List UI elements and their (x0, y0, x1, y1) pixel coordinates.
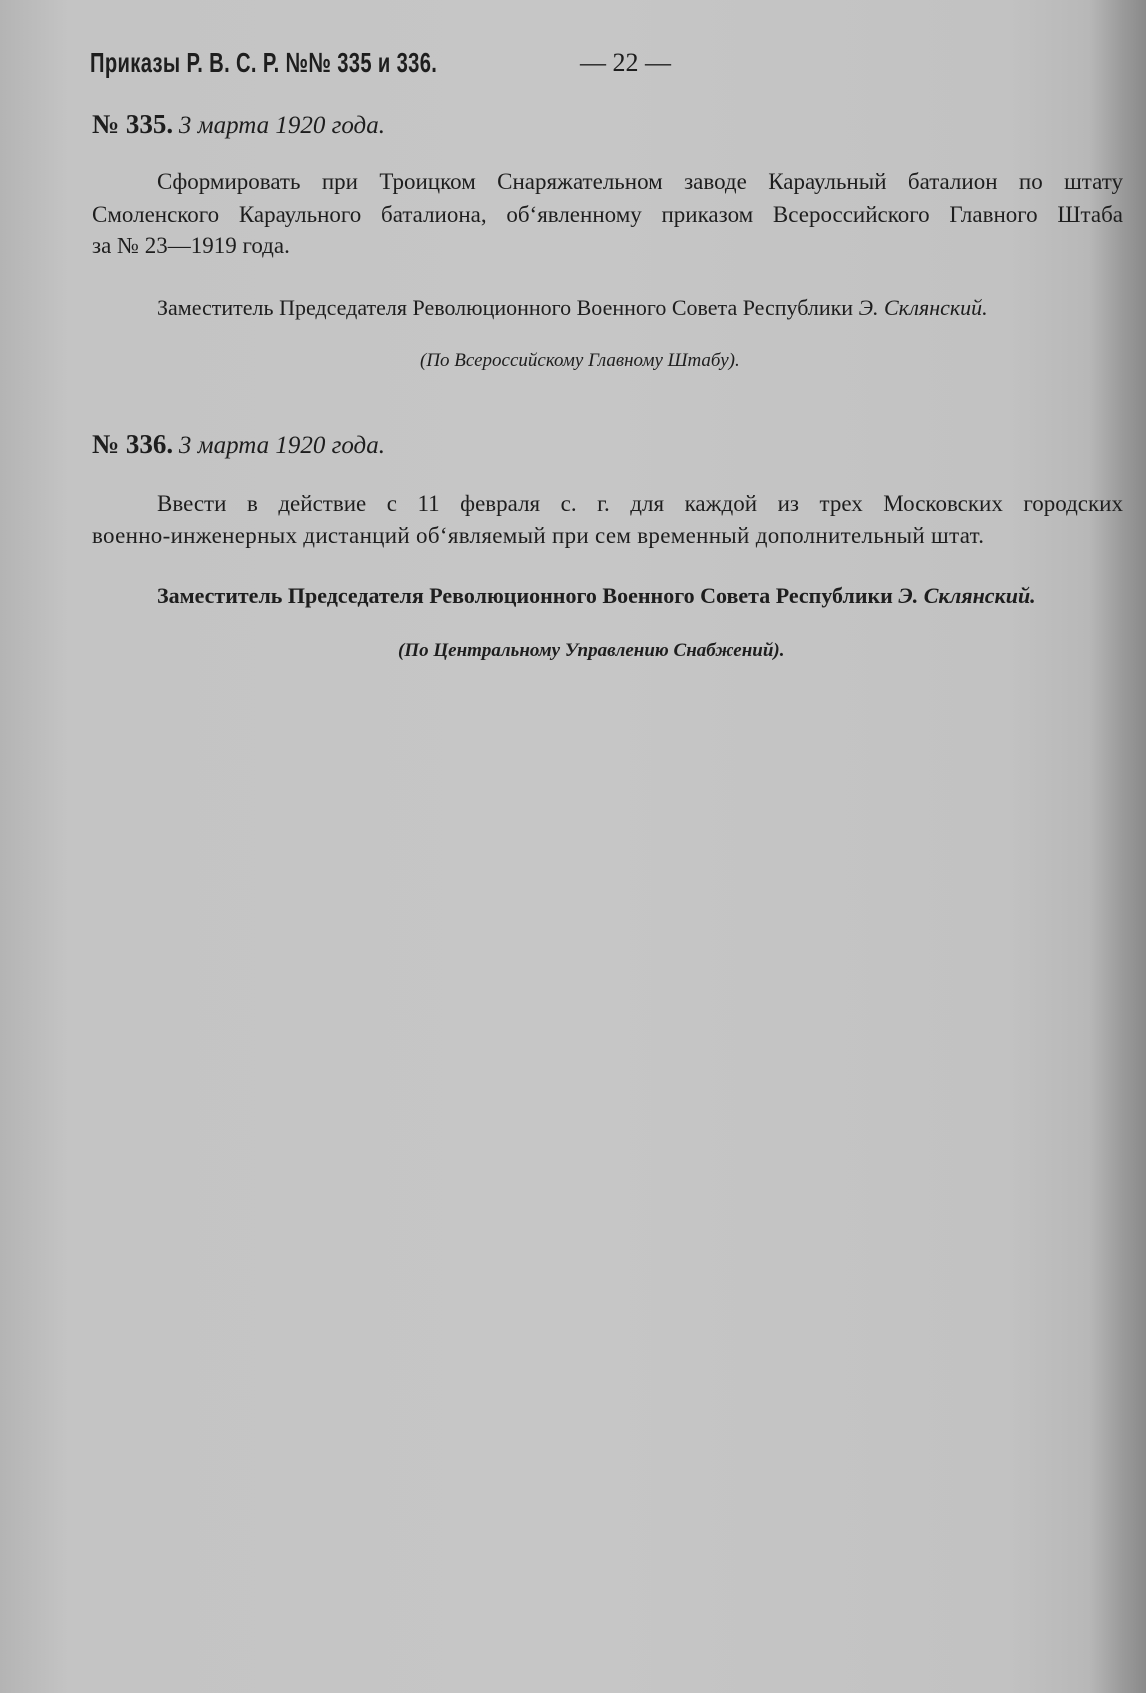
order-date: 3 марта 1920 года. (178, 432, 385, 459)
order-source: (По Всероссийскому Главному Штабу). (420, 350, 740, 371)
order-date: 3 марта 1920 года. (178, 112, 385, 139)
running-header-title: Приказы Р. В. С. Р. №№ 335 и 336. (90, 47, 438, 78)
order-number: № 336. (92, 429, 174, 459)
signature-title: Заместитель Председателя Революционного Военного Совета Республики (157, 583, 893, 608)
order-number: № 335. (92, 109, 174, 139)
order-source: (По Центральному Управлению Снабжений). (398, 640, 785, 661)
signature-title: Заместитель Председателя Революционного Военного Совета Республики (157, 295, 854, 320)
signature-name: Э. Склянский. (898, 583, 1036, 608)
signature (157, 293, 988, 323)
signature-name: Э. Склянский. (858, 295, 988, 320)
signature (157, 581, 1036, 611)
page-number: — 22 — (580, 48, 671, 77)
paragraph-line: Смоленского Караульного баталиона, об‘явленному приказом Всероссийского Главного Штаба (92, 202, 1123, 227)
paragraph-line: Сформировать при Троицком Снаряжательном заводе Караульный баталион по штату (157, 169, 1123, 194)
paragraph-line: Ввести в действие с 11 февраля с. г. для каждой из трех Московских городских (157, 491, 1123, 516)
order-heading (92, 429, 385, 461)
paragraph-line: за № 23—1919 года. (92, 233, 290, 258)
paragraph-line: военно-инженерных дистанций об‘являемый при сем временный дополнительный штат. (92, 523, 985, 548)
order-heading (92, 109, 385, 141)
